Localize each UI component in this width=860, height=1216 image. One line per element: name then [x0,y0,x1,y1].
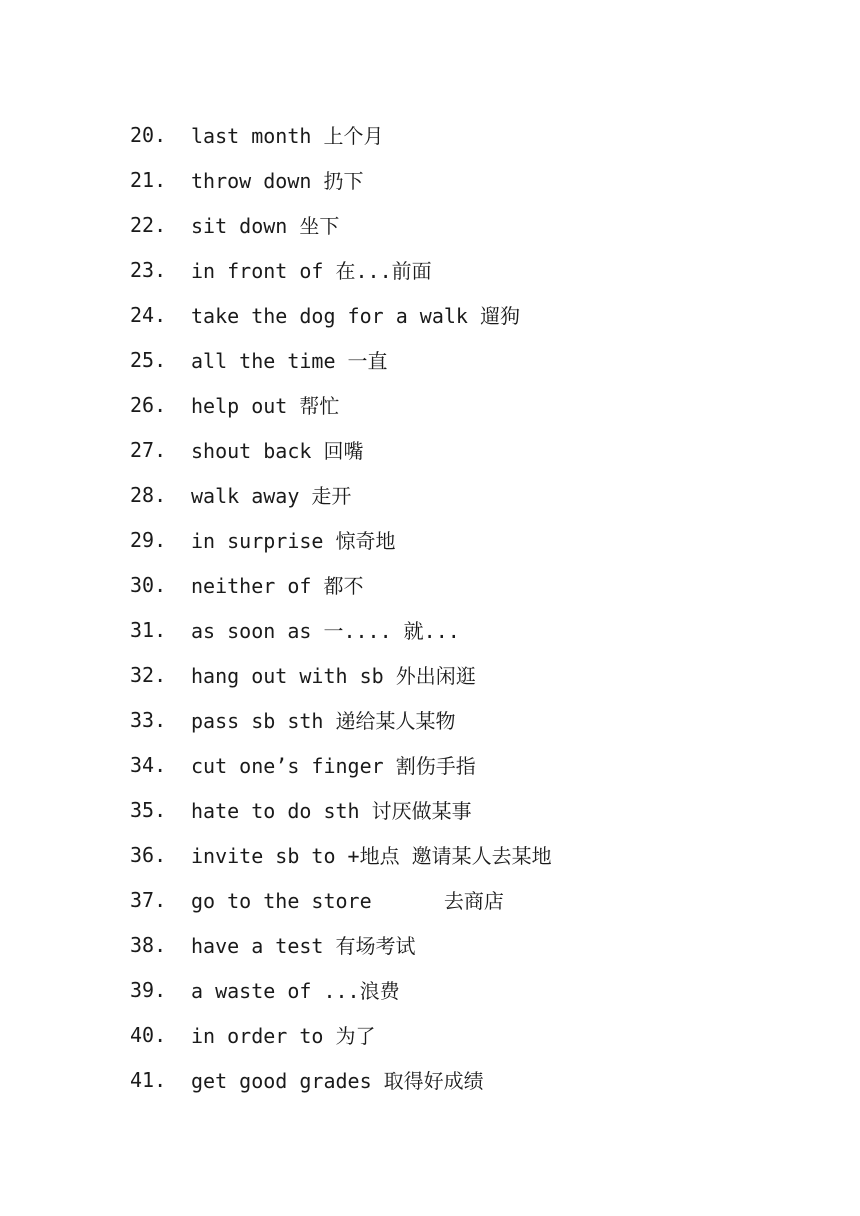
item-text: throw down 扔下 [191,169,364,193]
item-text: help out 帮忙 [191,394,340,418]
item-number: 25. [130,347,167,372]
list-item [130,112,552,157]
item-number: 29. [130,527,167,552]
item-text: hate to do sth 讨厌做某事 [191,799,472,823]
list-item [130,292,552,337]
item-text: in order to 为了 [191,1024,376,1048]
item-number: 32. [130,662,167,687]
item-number: 24. [130,302,167,327]
item-text: hang out with sb 外出闲逛 [191,664,476,688]
item-text: take the dog for a walk 遛狗 [191,304,520,328]
item-number: 35. [130,797,167,822]
item-text: have a test 有场考试 [191,934,416,958]
list-item [130,427,552,472]
list-item [130,1057,552,1102]
item-text: invite sb to +地点 邀请某人去某地 [191,844,552,868]
item-number: 30. [130,572,167,597]
item-number: 20. [130,122,167,147]
list-item [130,697,552,742]
item-number: 31. [130,617,167,642]
item-text: walk away 走开 [191,484,352,508]
list-item [130,877,552,922]
item-text: a waste of ...浪费 [191,979,400,1003]
item-text: cut one’s finger 割伤手指 [191,754,476,778]
list-item [130,382,552,427]
list-item [130,607,552,652]
list-item [130,832,552,877]
item-number: 36. [130,842,167,867]
item-number: 26. [130,392,167,417]
list-item [130,787,552,832]
item-text: in front of 在...前面 [191,259,432,283]
item-number: 33. [130,707,167,732]
list-item [130,157,552,202]
item-number: 23. [130,257,167,282]
list-item [130,562,552,607]
item-number: 34. [130,752,167,777]
item-text: shout back 回嘴 [191,439,364,463]
list-item [130,247,552,292]
item-number: 27. [130,437,167,462]
list-item [130,472,552,517]
item-number: 38. [130,932,167,957]
item-text: pass sb sth 递给某人某物 [191,709,456,733]
list-item [130,922,552,967]
list-item [130,652,552,697]
item-text: in surprise 惊奇地 [191,529,396,553]
item-text: as soon as 一.... 就... [191,619,460,643]
item-text: go to the store 去商店 [191,889,504,913]
list-item [130,742,552,787]
item-text: sit down 坐下 [191,214,340,238]
list-item [130,337,552,382]
item-text: neither of 都不 [191,574,364,598]
list-item [130,967,552,1012]
item-number: 28. [130,482,167,507]
item-number: 39. [130,977,167,1002]
item-number: 41. [130,1067,167,1092]
list-item [130,517,552,562]
item-number: 22. [130,212,167,237]
item-number: 37. [130,887,167,912]
list-item [130,1012,552,1057]
list-item [130,202,552,247]
vocabulary-list [130,112,552,1102]
item-text: get good grades 取得好成绩 [191,1069,484,1093]
item-number: 40. [130,1022,167,1047]
item-number: 21. [130,167,167,192]
item-text: all the time 一直 [191,349,388,373]
item-text: last month 上个月 [191,124,384,148]
